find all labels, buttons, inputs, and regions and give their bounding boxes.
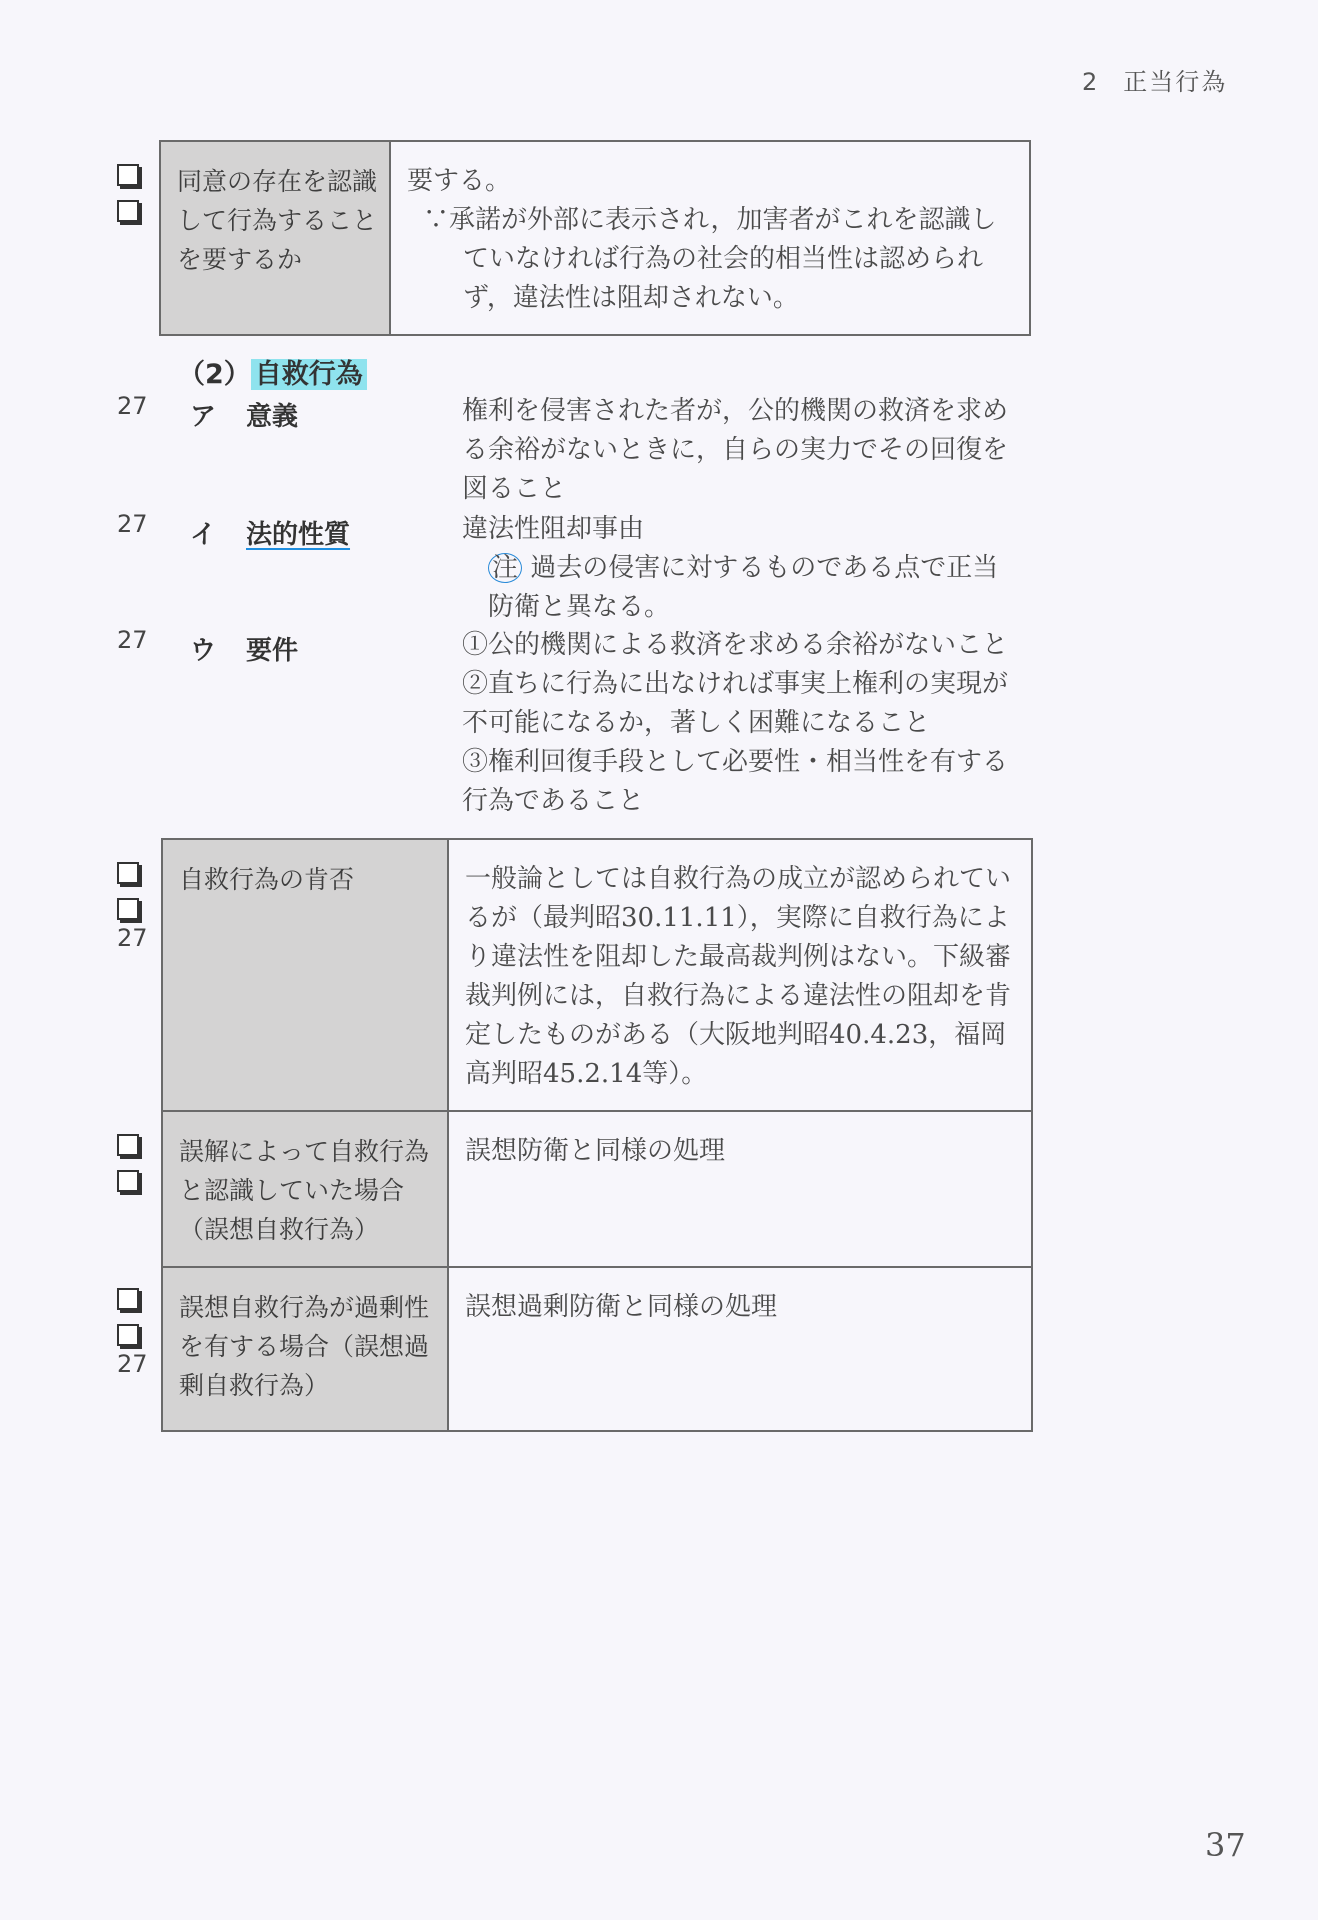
legal-nature-note: [462, 549, 1022, 627]
review-checkbox[interactable]: [117, 862, 139, 884]
requirement-1: ①公的機関による救済を求める余裕がないこと: [462, 630, 1009, 660]
item-title: 意義: [246, 402, 299, 432]
note-text: 過去の侵害に対するものである点で正当防衛と異なる。: [488, 553, 999, 622]
review-checkbox[interactable]: [117, 1324, 139, 1346]
consent-label: 同意の存在を認識して行為することを要するか: [160, 141, 390, 335]
review-checkbox[interactable]: [117, 1170, 139, 1192]
item-title: 法的性質: [246, 520, 351, 550]
review-checkbox[interactable]: [117, 1134, 139, 1156]
table-row: [162, 1267, 1032, 1431]
row-content: 一般論としては自救行為の成立が認められているが（最判昭30.11.11），実際に自救行為により違法性を阻却した最高裁判例はない。下級審裁判例には，自救行為による違法性の阻却を肯定したものがある（大阪地判昭40.4.23，福岡高判昭45.2.14等）。: [448, 839, 1032, 1111]
item-definition-text: 権利を侵害された者が，公的機関の救済を求める余裕がないときに，自らの実力でその回復を図ること: [462, 396, 1009, 504]
review-checkbox[interactable]: [117, 1288, 139, 1310]
checkbox-group-1: [117, 164, 139, 236]
requirement-3: ③権利回復手段として必要性・相当性を有する行為であること: [462, 747, 1009, 816]
page-number: 37: [1205, 1826, 1246, 1864]
item-definition-heading: [190, 396, 298, 433]
item-legal-nature-content: [462, 510, 1022, 627]
section-number: （2）: [178, 359, 251, 390]
table-row: [162, 1111, 1032, 1267]
legal-nature-text: 違法性阻却事由: [462, 514, 645, 544]
row-label: 自救行為の肯否: [162, 839, 448, 1111]
item-kana: ウ: [190, 636, 217, 666]
item-kana: ア: [190, 402, 217, 432]
exam-year-mark: 27: [117, 626, 148, 654]
row-content: 誤想過剰防衛と同様の処理: [448, 1267, 1032, 1431]
consent-content: [390, 141, 1030, 335]
item-title: 要件: [246, 636, 299, 666]
consent-answer: 要する。: [407, 166, 512, 196]
review-checkbox[interactable]: [117, 200, 139, 222]
self-help-table: [161, 838, 1033, 1432]
exam-year-mark: 27: [117, 510, 148, 538]
table-row: [162, 839, 1032, 1111]
item-requirements-heading: [190, 630, 298, 667]
review-checkbox[interactable]: [117, 164, 139, 186]
section-title: 自救行為: [251, 359, 367, 390]
item-legal-nature-heading: [190, 514, 350, 551]
note-mark: 注: [488, 553, 522, 583]
row-label: 誤想自救行為が過剰性を有する場合（誤想過剰自救行為）: [162, 1267, 448, 1431]
item-kana: イ: [190, 520, 217, 550]
chapter-number: 2: [1082, 68, 1100, 96]
row-content: 誤想防衛と同様の処理: [448, 1111, 1032, 1267]
row-label: 誤解によって自救行為と認識していた場合（誤想自救行為）: [162, 1111, 448, 1267]
page-header: [1082, 62, 1227, 97]
consent-reason: ∵承諾が外部に表示され，加害者がこれを認識していなければ行為の社会的相当性は認められず，違法性は阻却されない。: [423, 205, 997, 313]
checkbox-group-3: [117, 1134, 139, 1206]
exam-year-mark: 27: [117, 924, 148, 952]
chapter-title: 正当行為: [1123, 68, 1228, 96]
requirement-2: ②直ちに行為に出なければ事実上権利の実現が不可能になるか，著しく困難になること: [462, 669, 1009, 738]
item-requirements-list: [462, 626, 1022, 821]
consent-table: [159, 140, 1031, 336]
exam-year-mark: 27: [117, 1350, 148, 1378]
section-heading: [178, 352, 367, 391]
review-checkbox[interactable]: [117, 898, 139, 920]
exam-year-mark: 27: [117, 392, 148, 420]
